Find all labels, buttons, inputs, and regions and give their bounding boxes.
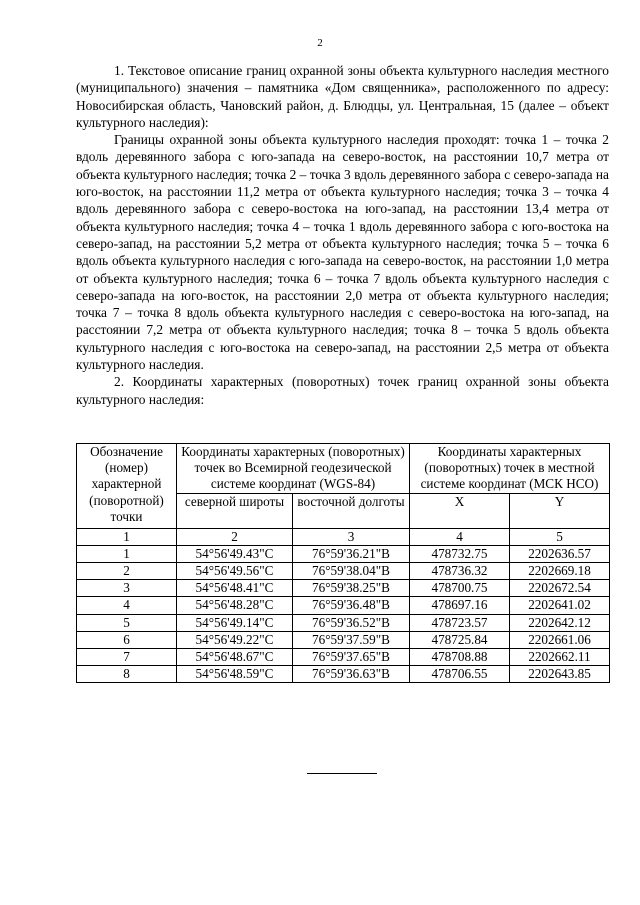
x-coordinate-cell: 478732.75 [410, 545, 510, 562]
header-east-longitude: восточной долготы [293, 493, 410, 528]
header-x: X [410, 493, 510, 528]
paragraph-boundaries: Границы охранной зоны объекта культурного наследия проходят: точка 1 – точка 2 вдоль деревянного забора с юго-запада на северо-восток, на расстоянии 10,7 метра от объекта культурного наследия; точка 2 – точка 3 вдоль деревянного забора с северо-запада на юго-восток, на расстоянии 11,2 метра от объекта культурного наследия; точка 3 – точка 4 вдоль деревянного забора с северо-востока на юго-запад, на расстоянии 13,4 метра от объекта культурного наследия; точка 4 – точка 1 вдоль деревянного забора с юго-востока на северо-запад, на расстоянии 5,2 метра от объекта культурного наследия; точка 5 – точка 6 вдоль объекта культурного наследия с юго-запада на северо-восток, на расстоянии 1,0 метра от объекта культурного наследия; точка 6 – точка 7 вдоль объекта культурного наследия с северо-запада на юго-восток, на расстоянии 2,0 метра от объекта культурного наследия; точка 7 – точка 8 вдоль объекта культурного наследия с северо-востока на юго-запад, на расстоянии 7,2 метра от объекта культурного наследия; точка 8 – точка 5 вдоль объекта культурного наследия с юго-востока на северо-запад, на расстоянии 2,5 метра от объекта культурного наследия. [76, 132, 609, 373]
paragraph-description: 1. Текстовое описание границ охранной зоны объекта культурного наследия местного (муниципального) значения – памятника «Дом священника», расположенного по адресу: Новосибирская область, Чановский район, д. Блюдцы, ул. Центральная, 15 (далее – объект культурного наследия): [76, 63, 609, 130]
north-latitude-cell: 54°56'49.14"С [177, 614, 293, 631]
table-row [77, 563, 610, 580]
numbering-cell: 1 [77, 528, 177, 545]
table-numbering-row [77, 528, 610, 545]
point-number-cell: 5 [77, 614, 177, 631]
coordinates-table [76, 443, 610, 683]
header-point-designation: Обозначение (номер) характерной (поворотной) точки [77, 444, 177, 529]
table-header-row [77, 444, 610, 494]
table-row [77, 580, 610, 597]
y-coordinate-cell: 2202669.18 [510, 563, 610, 580]
y-coordinate-cell: 2202661.06 [510, 631, 610, 648]
table-row [77, 631, 610, 648]
point-number-cell: 8 [77, 666, 177, 683]
x-coordinate-cell: 478708.88 [410, 649, 510, 666]
header-wgs84-group: Координаты характерных (поворотных) точек во Всемирной геодезической системе координат (WGS-84) [177, 444, 410, 494]
page-number: 2 [317, 37, 323, 49]
east-longitude-cell: 76°59'38.25"В [293, 580, 410, 597]
x-coordinate-cell: 478725.84 [410, 631, 510, 648]
end-of-document-rule [307, 773, 377, 774]
north-latitude-cell: 54°56'48.59"С [177, 666, 293, 683]
point-number-cell: 6 [77, 631, 177, 648]
table-row [77, 666, 610, 683]
document-body [76, 62, 609, 408]
north-latitude-cell: 54°56'49.22"С [177, 631, 293, 648]
table-row [77, 545, 610, 562]
table-row [77, 614, 610, 631]
point-number-cell: 2 [77, 563, 177, 580]
east-longitude-cell: 76°59'36.63"В [293, 666, 410, 683]
numbering-cell: 2 [177, 528, 293, 545]
y-coordinate-cell: 2202642.12 [510, 614, 610, 631]
paragraph-table-caption: 2. Координаты характерных (поворотных) точек границ охранной зоны объекта культурного наследия: [76, 374, 609, 407]
north-latitude-cell: 54°56'48.67"С [177, 649, 293, 666]
y-coordinate-cell: 2202641.02 [510, 597, 610, 614]
y-coordinate-cell: 2202636.57 [510, 545, 610, 562]
x-coordinate-cell: 478700.75 [410, 580, 510, 597]
y-coordinate-cell: 2202672.54 [510, 580, 610, 597]
table-row [77, 597, 610, 614]
north-latitude-cell: 54°56'49.56"С [177, 563, 293, 580]
header-y: Y [510, 493, 610, 528]
header-north-latitude: северной широты [177, 493, 293, 528]
point-number-cell: 7 [77, 649, 177, 666]
east-longitude-cell: 76°59'37.59"В [293, 631, 410, 648]
x-coordinate-cell: 478736.32 [410, 563, 510, 580]
east-longitude-cell: 76°59'36.21"В [293, 545, 410, 562]
point-number-cell: 1 [77, 545, 177, 562]
x-coordinate-cell: 478706.55 [410, 666, 510, 683]
y-coordinate-cell: 2202643.85 [510, 666, 610, 683]
point-number-cell: 4 [77, 597, 177, 614]
x-coordinate-cell: 478697.16 [410, 597, 510, 614]
north-latitude-cell: 54°56'48.28"С [177, 597, 293, 614]
table-row [77, 649, 610, 666]
north-latitude-cell: 54°56'48.41"С [177, 580, 293, 597]
numbering-cell: 4 [410, 528, 510, 545]
point-number-cell: 3 [77, 580, 177, 597]
y-coordinate-cell: 2202662.11 [510, 649, 610, 666]
east-longitude-cell: 76°59'37.65"В [293, 649, 410, 666]
header-local-system-group: Координаты характерных (поворотных) точек в местной системе координат (МСК НСО) [410, 444, 610, 494]
east-longitude-cell: 76°59'36.48"В [293, 597, 410, 614]
x-coordinate-cell: 478723.57 [410, 614, 510, 631]
north-latitude-cell: 54°56'49.43"С [177, 545, 293, 562]
numbering-cell: 5 [510, 528, 610, 545]
numbering-cell: 3 [293, 528, 410, 545]
east-longitude-cell: 76°59'36.52"В [293, 614, 410, 631]
east-longitude-cell: 76°59'38.04"В [293, 563, 410, 580]
